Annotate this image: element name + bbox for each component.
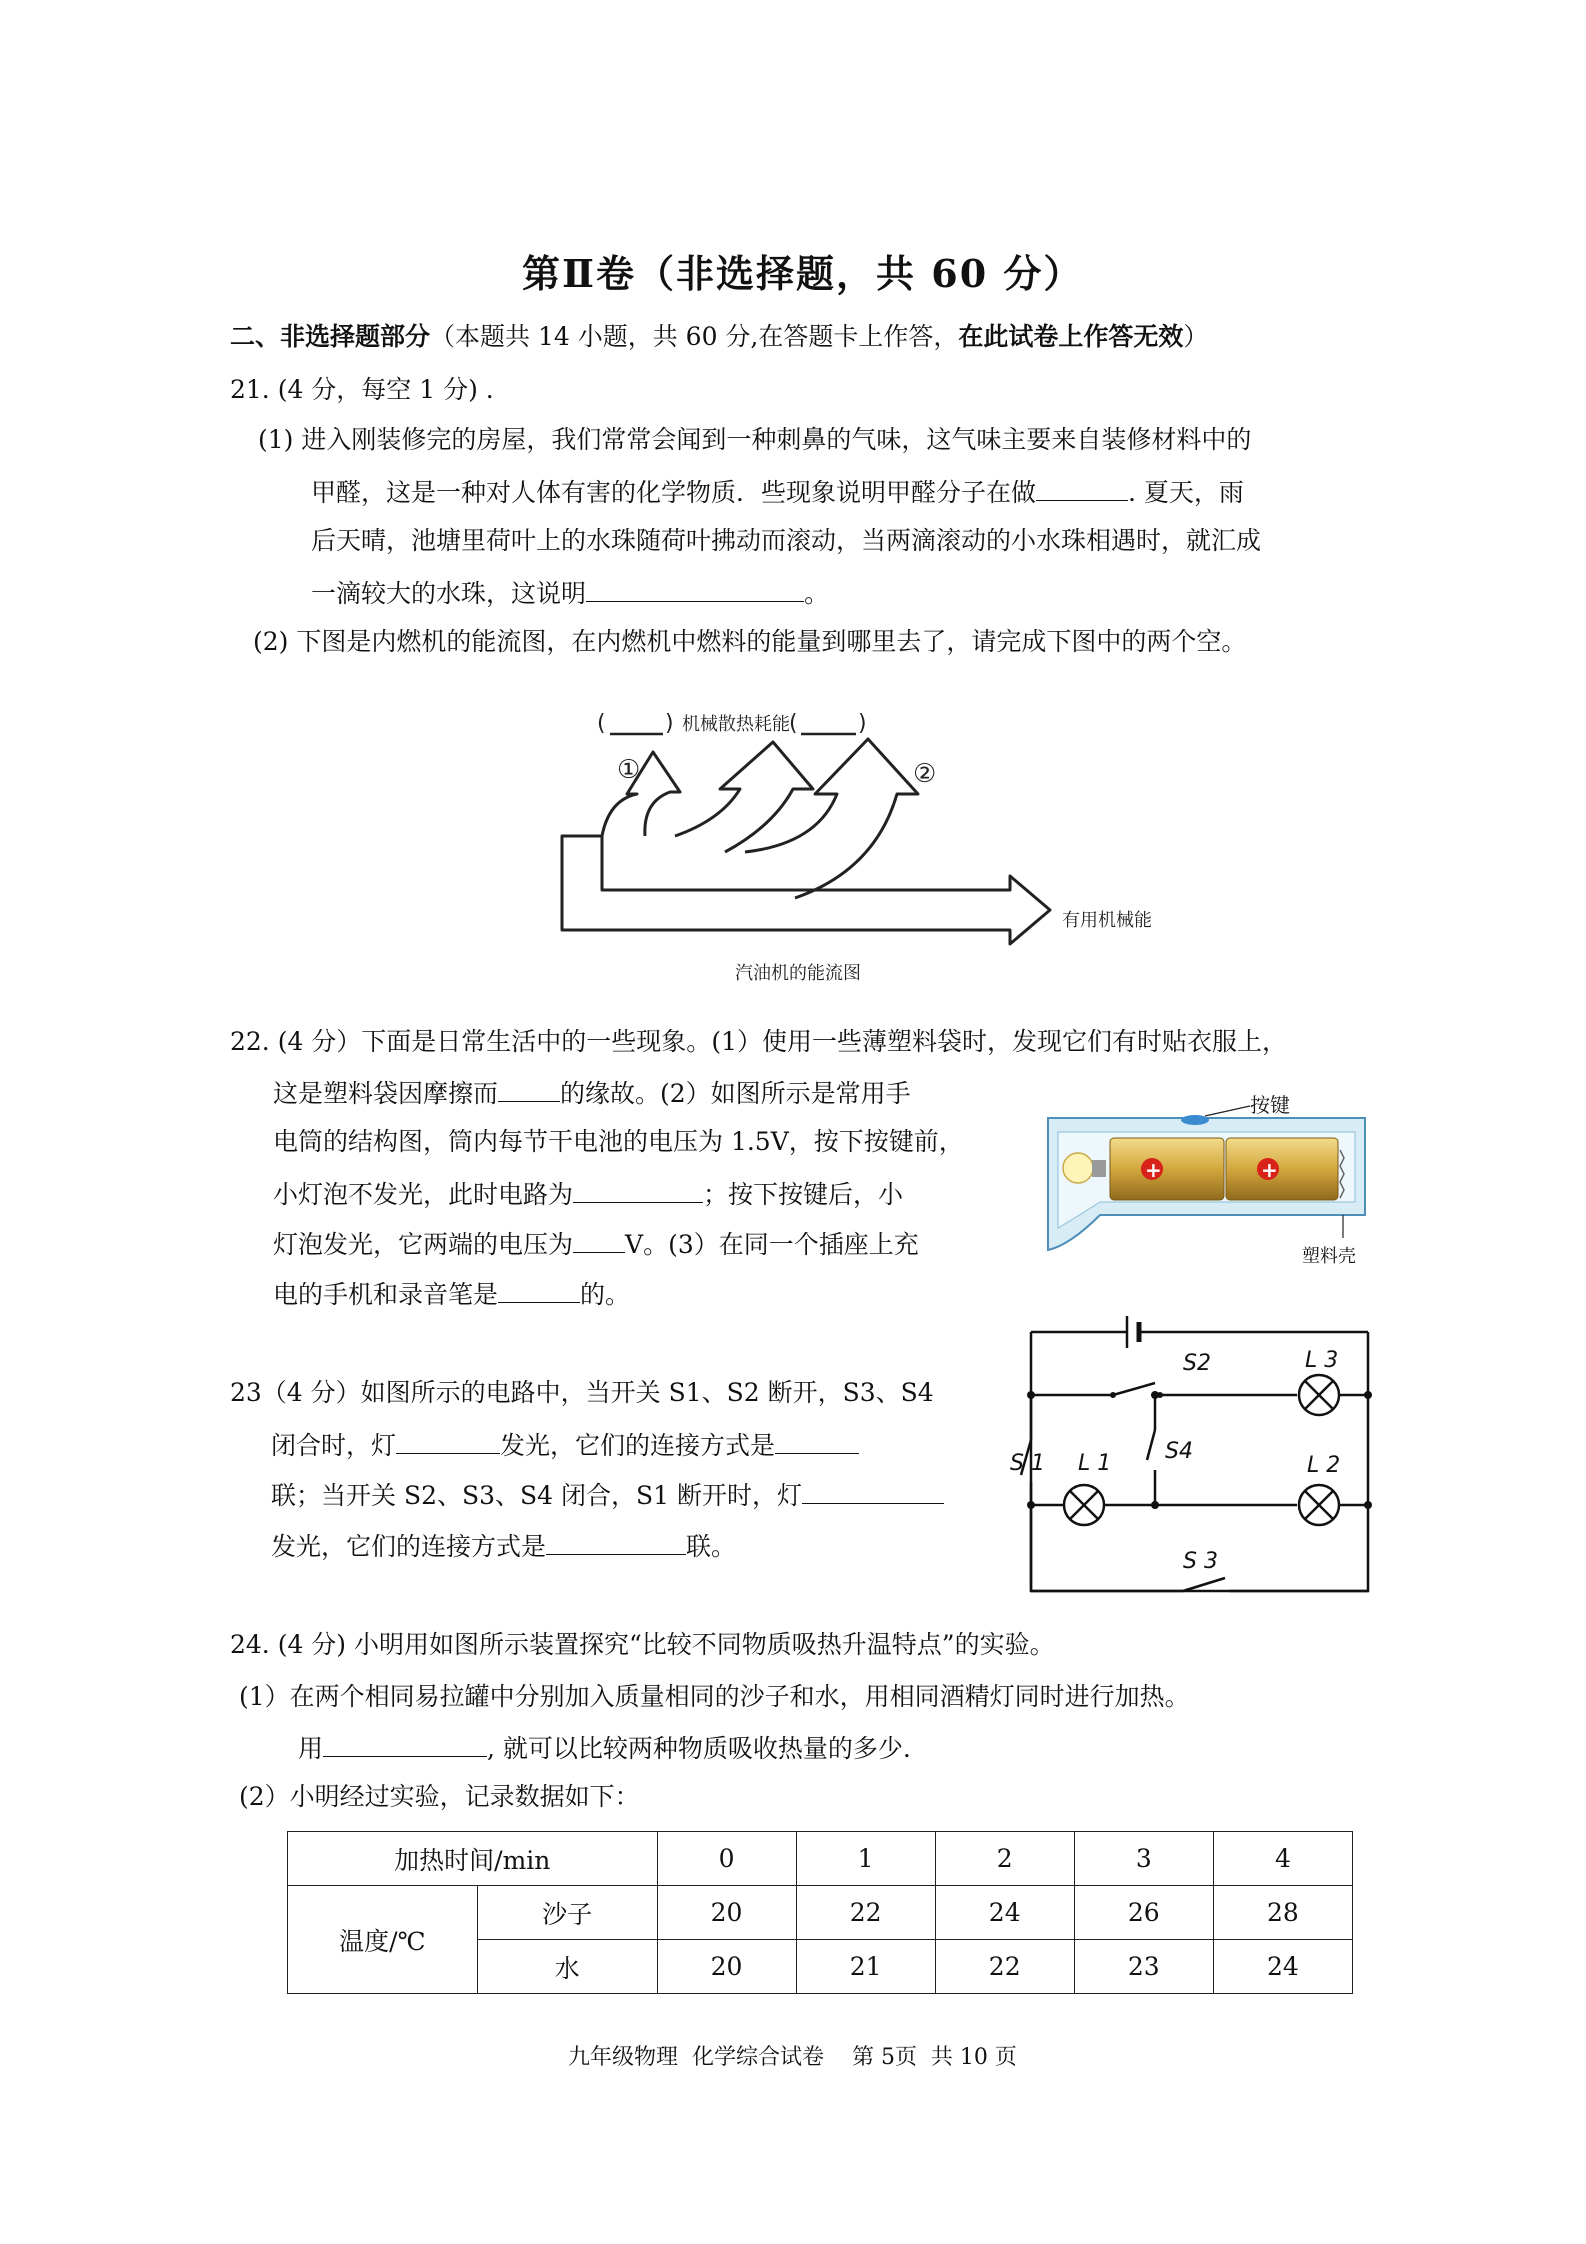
- table-header-temp: 温度/℃: [288, 1886, 478, 1994]
- q24-p1: (1）在两个相同易拉罐中分别加入质量相同的沙子和水，用相同酒精灯同时进行加热。: [239, 1682, 1190, 1711]
- label-s3: S 3: [1183, 1549, 1218, 1574]
- answer-blank: [323, 1730, 487, 1757]
- q21-p1-line2: [311, 474, 1244, 510]
- table-cell: 23: [1074, 1940, 1213, 1994]
- q23-text: 闭合时，灯: [271, 1431, 397, 1460]
- section-title: 二、非选择题部分: [230, 322, 431, 351]
- table-cell: 20: [657, 1940, 796, 1994]
- label-l3: L 3: [1305, 1348, 1339, 1373]
- table-cell: 2: [935, 1832, 1074, 1886]
- table-row-label: 沙子: [477, 1886, 657, 1940]
- table-header-time: 加热时间/min: [288, 1832, 658, 1886]
- diagram-paren-open-1: (: [597, 711, 606, 736]
- battery1-plus: +: [1145, 1158, 1162, 1182]
- table-cell: 22: [796, 1886, 935, 1940]
- table-cell: 0: [657, 1832, 796, 1886]
- table-cell: 4: [1213, 1832, 1352, 1886]
- q23-line2: [271, 1427, 859, 1463]
- section-note-end: ）: [1183, 322, 1209, 351]
- battery2-plus: +: [1261, 1158, 1278, 1182]
- q23-text: 发光，它们的连接方式是: [271, 1532, 547, 1561]
- diagram-paren-open-2: (: [789, 711, 798, 736]
- table-row: [288, 1832, 1353, 1886]
- q21-p1-line3: 后天晴，池塘里荷叶上的水珠随荷叶拂动而滚动，当两滴滚动的小水珠相遇时，就汇成: [311, 526, 1262, 555]
- q21-p1-line4: [311, 575, 829, 611]
- q23-text: 发光，它们的连接方式是: [500, 1431, 776, 1460]
- diagram-top-label: 机械散热耗能: [682, 714, 790, 735]
- q22-line6: [273, 1276, 630, 1312]
- q23-line4: [271, 1528, 736, 1564]
- q22-text: 电的手机和录音笔是: [273, 1280, 499, 1309]
- table-cell: 22: [935, 1940, 1074, 1994]
- page-footer: 九年级物理 化学综合试卷 第 5页 共 10 页: [568, 2045, 1017, 2070]
- q23-text: 联；当开关 S2、S3、S4 闭合，S1 断开时，灯: [271, 1481, 802, 1510]
- q21-text: 。: [804, 579, 830, 608]
- q22-text: 小灯泡不发光，此时电路为: [273, 1180, 574, 1209]
- q21-text: . 夏天，雨: [1128, 478, 1244, 507]
- shell-label: 塑料壳: [1302, 1246, 1356, 1267]
- data-table: [287, 1831, 1353, 1994]
- q24-header: 24. (4 分) 小明用如图所示装置探究“比较不同物质吸热升温特点”的实验。: [230, 1630, 1055, 1659]
- q21-text: 一滴较大的水珠，这说明: [311, 579, 587, 608]
- q22-line3: 电筒的结构图，筒内每节干电池的电压为 1.5V，按下按键前，: [273, 1127, 964, 1156]
- diagram-caption: 汽油机的能流图: [735, 963, 861, 984]
- answer-blank: [546, 1528, 686, 1555]
- table-cell: 24: [935, 1886, 1074, 1940]
- section-note-bold: 在此试卷上作答无效: [958, 322, 1184, 351]
- q22-text: 的。: [580, 1280, 631, 1309]
- answer-blank: [396, 1427, 500, 1454]
- answer-blank: [498, 1276, 580, 1303]
- flashlight-figure: [1040, 1093, 1380, 1270]
- diagram-circle-1: ①: [617, 755, 641, 785]
- energy-flow-diagram: [525, 694, 1195, 1002]
- label-s2: S2: [1183, 1351, 1211, 1376]
- q22-line4: [273, 1176, 903, 1212]
- table-cell: 3: [1074, 1832, 1213, 1886]
- q21-p2: (2) 下图是内燃机的能流图，在内燃机中燃料的能量到哪里去了，请完成下图中的两个空。: [253, 627, 1247, 656]
- q22-text: 灯泡发光，它两端的电压为: [273, 1230, 574, 1259]
- q22-text: 的缘故。(2）如图所示是常用手: [560, 1079, 911, 1108]
- label-l2: L 2: [1307, 1453, 1341, 1478]
- label-s4: S4: [1165, 1439, 1193, 1464]
- q23-text: 联。: [686, 1532, 737, 1561]
- table-row-label: 水: [477, 1940, 657, 1994]
- q22-line5: [273, 1226, 919, 1262]
- q24-p2: (2）小明经过实验，记录数据如下：: [239, 1782, 640, 1811]
- q23-line1: 23（4 分）如图所示的电路中，当开关 S1、S2 断开，S3、S4: [230, 1378, 934, 1407]
- button-label: 按键: [1250, 1093, 1290, 1117]
- table-cell: 20: [657, 1886, 796, 1940]
- q21-text: 甲醛，这是一种对人体有害的化学物质．些现象说明甲醛分子在做: [311, 478, 1037, 507]
- q24-text: 用: [298, 1734, 324, 1763]
- answer-blank: [498, 1075, 560, 1102]
- q24-p1b: [298, 1730, 911, 1766]
- page-title: 第Ⅱ卷（非选择题，共 60 分）: [522, 251, 1084, 296]
- q22-text: V。(3）在同一个插座上充: [625, 1230, 919, 1259]
- table-cell: 24: [1213, 1940, 1352, 1994]
- diagram-paren-close-1: ): [665, 711, 674, 736]
- table-row: [288, 1886, 1353, 1940]
- q23-line3: [271, 1477, 944, 1513]
- section-note: （本题共 14 小题，共 60 分,在答题卡上作答，: [430, 322, 959, 351]
- q22-line2: [273, 1075, 911, 1111]
- diagram-circle-2: ②: [913, 759, 937, 789]
- q22-line1: 22. (4 分）下面是日常生活中的一些现象。(1）使用一些薄塑料袋时，发现它们有时贴衣服上，: [230, 1027, 1287, 1056]
- section-heading: [230, 320, 1208, 354]
- table-cell: 1: [796, 1832, 935, 1886]
- answer-blank: [1036, 474, 1128, 501]
- q24-text: , 就可以比较两种物质吸收热量的多少.: [487, 1734, 911, 1763]
- q21-p1-line1: (1) 进入刚装修完的房屋，我们常常会闻到一种刺鼻的气味，这气味主要来自装修材料中的: [258, 425, 1252, 454]
- table-cell: 26: [1074, 1886, 1213, 1940]
- diagram-paren-close-2: ): [858, 711, 867, 736]
- circuit-diagram: [1010, 1310, 1395, 1600]
- answer-blank: [775, 1427, 859, 1454]
- answer-blank: [586, 575, 804, 602]
- label-s1: S 1: [1010, 1451, 1045, 1476]
- q22-text: ；按下按键后，小: [703, 1180, 904, 1209]
- label-l1: L 1: [1078, 1451, 1112, 1476]
- q21-header: 21. (4 分，每空 1 分) .: [230, 375, 494, 404]
- q22-text: 这是塑料袋因摩擦而: [273, 1079, 499, 1108]
- answer-blank: [802, 1477, 944, 1504]
- diagram-useful-label: 有用机械能: [1062, 910, 1152, 931]
- answer-blank: [573, 1176, 703, 1203]
- answer-blank: [573, 1226, 625, 1253]
- table-cell: 21: [796, 1940, 935, 1994]
- table-cell: 28: [1213, 1886, 1352, 1940]
